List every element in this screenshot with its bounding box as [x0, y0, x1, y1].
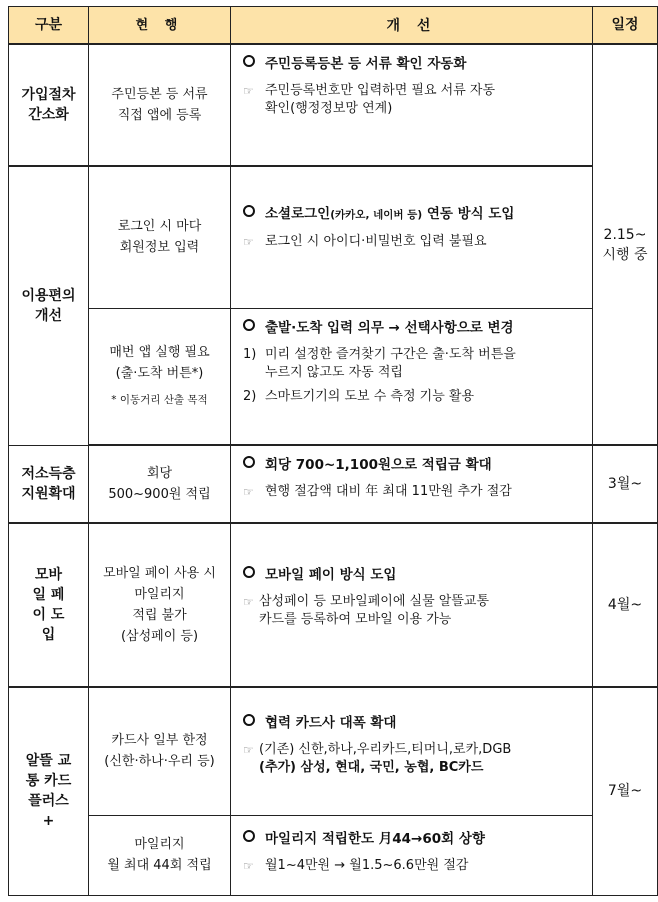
- category-label: 모바일 페이 도입: [32, 567, 65, 643]
- current-cell: 마일리지 월 최대 44회 적립: [89, 815, 231, 895]
- header-current: 현 행: [89, 7, 231, 45]
- improvement-detail: ☞ 월1~4만원 → 월1.5~6.6만원 절감: [243, 857, 469, 873]
- schedule-cell: 3월~: [593, 445, 658, 523]
- table-row: [9, 166, 658, 308]
- current-cell: 모바일 페이 사용 시 마일리지 적립 불가 (삼성페이 등): [89, 523, 231, 687]
- current-cell: 주민등본 등 서류 직접 앱에 등록: [89, 44, 231, 166]
- current-cell: 로그인 시 마다 회원정보 입력: [89, 166, 231, 308]
- pointing-hand-icon: ☞: [243, 235, 254, 249]
- improvement-headline: 협력 카드사 대폭 확대: [243, 714, 584, 733]
- category-label: 저소득층 지원확대: [21, 465, 76, 502]
- improvement-cell: [231, 445, 593, 523]
- header-category: 구분: [9, 7, 89, 45]
- table-row: [9, 815, 658, 895]
- improvement-cell: [231, 308, 593, 445]
- bullet-icon: [243, 319, 255, 331]
- bullet-icon: [243, 714, 255, 726]
- table-row: [9, 523, 658, 687]
- improvement-headline: 회당 700~1,100원으로 적립금 확대: [243, 456, 584, 475]
- policy-comparison-table: [8, 6, 658, 896]
- bullet-icon: [243, 205, 255, 217]
- schedule-cell: 7월~: [593, 687, 658, 895]
- pointing-hand-icon: ☞: [243, 485, 254, 499]
- current-cell: 회당 500~900원 적립: [89, 445, 231, 523]
- improvement-detail: ☞ 현행 절감액 대비 年 최대 11만원 추가 절감: [243, 484, 512, 499]
- header-improvement: 개 선: [231, 7, 593, 45]
- improvement-item: 2) 스마트기기의 도보 수 측정 기능 활용: [243, 388, 475, 404]
- schedule-cell: 2.15~ 시행 중: [593, 44, 658, 445]
- category-cell: [9, 445, 89, 523]
- improvement-cell: [231, 44, 593, 166]
- current-cell: 카드사 일부 한정 (신한·하나·우리 등): [89, 687, 231, 815]
- table-row: [9, 308, 658, 445]
- schedule-cell: 4월~: [593, 523, 658, 687]
- header-row: [9, 7, 658, 45]
- table-row: [9, 44, 658, 166]
- improvement-detail: ☞ (기존) 신한,하나,우리카드,티머니,로카,DGB (추가) 삼성, 현대, 국민, 농협, BC카드: [243, 742, 512, 775]
- improvement-cell: [231, 815, 593, 895]
- improvement-headline: 모바일 페이 방식 도입: [243, 566, 584, 585]
- pointing-hand-icon: ☞: [243, 595, 254, 609]
- improvement-headline: 주민등록등본 등 서류 확인 자동화: [243, 55, 584, 74]
- improvement-cell: [231, 166, 593, 308]
- category-label: 알뜰 교통 카드 플러스+: [25, 753, 72, 830]
- pointing-hand-icon: ☞: [243, 743, 254, 757]
- category-cell: [9, 166, 89, 445]
- improvement-cell: [231, 523, 593, 687]
- pointing-hand-icon: ☞: [243, 84, 254, 98]
- table-row: [9, 687, 658, 815]
- improvement-headline: 소셜로그인(카카오, 네이버 등) 연동 방식 도입: [243, 205, 584, 225]
- improvement-detail: ☞ 주민등록번호만 입력하면 필요 서류 자동 확인(행정정보망 연계): [243, 83, 496, 116]
- category-cell: [9, 44, 89, 166]
- category-cell: [9, 523, 89, 687]
- bullet-icon: [243, 55, 255, 67]
- bullet-icon: [243, 566, 255, 578]
- improvement-cell: [231, 687, 593, 815]
- category-label: 이용편의 개선: [21, 287, 76, 324]
- improvement-detail: ☞ 삼성페이 등 모바일페이에 실물 알뜰교통 카드를 등록하여 모바일 이용 가능: [243, 594, 490, 627]
- improvement-item: 1) 미리 설정한 즐겨찾기 구간은 출·도착 버튼을 누르지 않고도 자동 적립: [243, 346, 516, 380]
- category-cell: [9, 687, 89, 895]
- bullet-icon: [243, 456, 255, 468]
- improvement-headline: 마일리지 적립한도 月44→60회 상향: [243, 830, 584, 849]
- category-label: 가입절차 간소화: [21, 87, 76, 123]
- improvement-headline: 출발·도착 입력 의무 → 선택사항으로 변경: [243, 319, 584, 338]
- table-row: [9, 445, 658, 523]
- improvement-detail: ☞ 로그인 시 아이디·비밀번호 입력 불필요: [243, 234, 487, 249]
- pointing-hand-icon: ☞: [243, 858, 254, 873]
- header-schedule: 일정: [593, 7, 658, 45]
- current-cell: 매번 앱 실행 필요 (출·도착 버튼*) * 이동거리 산출 목적: [89, 308, 231, 445]
- bullet-icon: [243, 830, 255, 842]
